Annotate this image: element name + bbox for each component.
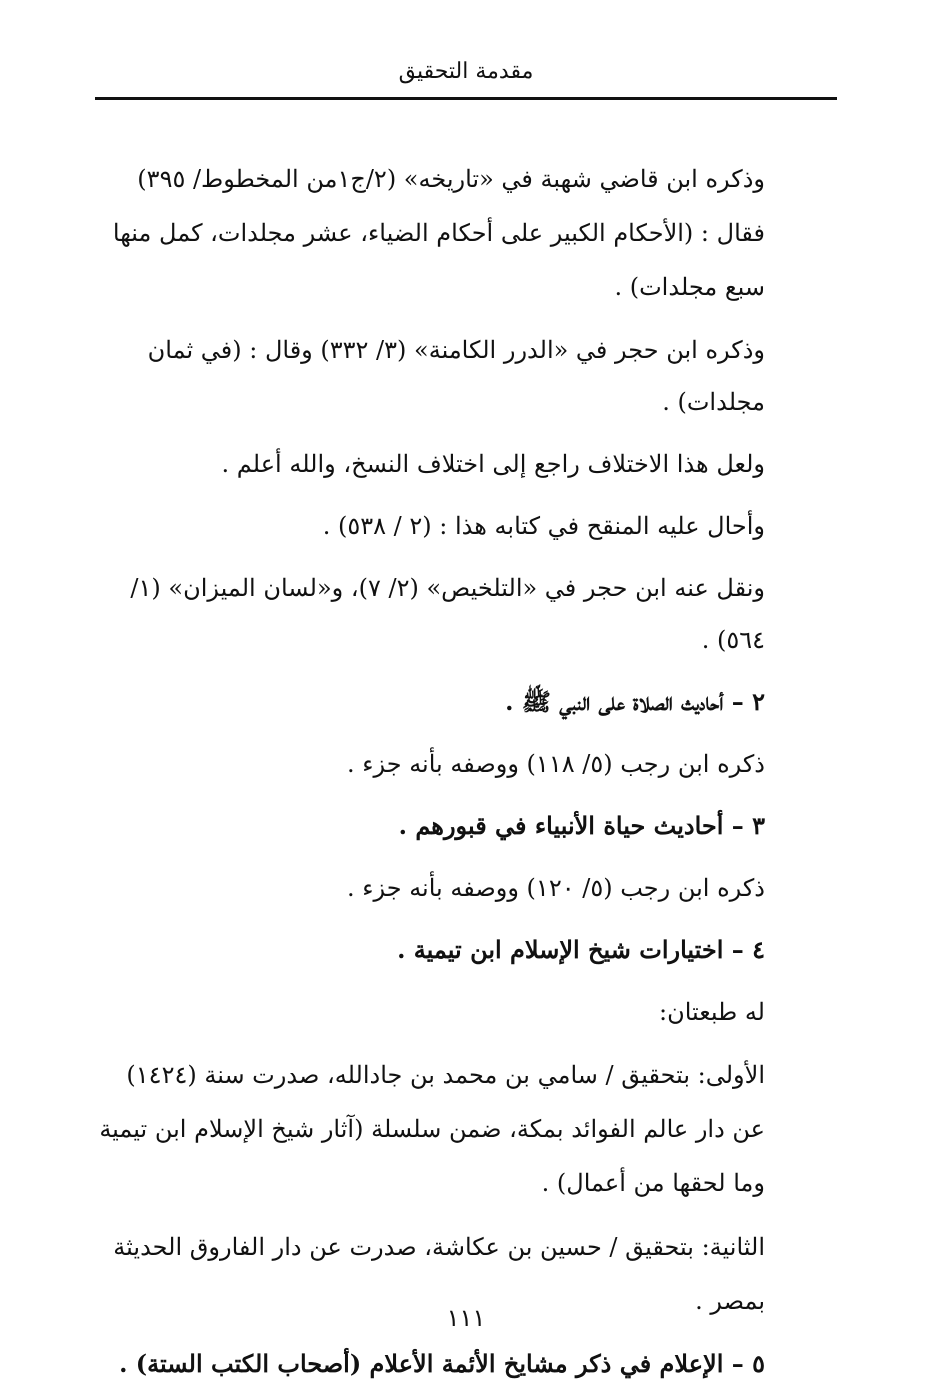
paragraph: ولعل هذا الاختلاف راجع إلى اختلاف النسخ، والله أعلم . (221, 450, 765, 478)
page-body (95, 152, 837, 1390)
header-rule (95, 97, 837, 100)
paragraph: وأحال عليه المنقح في كتابه هذا : (٢ / ٥٣٨) . (322, 512, 765, 540)
paragraph: له طبعتان: (659, 998, 765, 1026)
paragraph: الثانية: بتحقيق / حسين بن عكاشة، صدرت عن دار الفاروق الحديثة بمصر . (113, 1233, 765, 1315)
paragraph: الأولى: بتحقيق / سامي بن محمد بن جادالله، صدرت سنة (١٤٢٤) عن دار عالم الفوائد بمكة، ضمن سلسلة (آثار شيخ الإسلام ابن تيمية وما لحقها من أعمال) . (99, 1061, 765, 1197)
paragraph: ونقل عنه ابن حجر في «التلخيص» (٢/ ٧)، و«لسان الميزان» (١/ ٥٦٤) . (130, 574, 765, 654)
paragraph: وذكره ابن حجر في «الدرر الكامنة» (٣/ ٣٣٢) وقال : (في ثمان مجلدات) . (147, 336, 765, 416)
section-heading: ٤ – اختيارات شيخ الإسلام ابن تيمية . (397, 935, 765, 964)
page-number: ١١١ (446, 1304, 486, 1332)
paragraph: ذكره ابن رجب (٥/ ١١٨) ووصفه بأنه جزء . (346, 750, 765, 778)
section-heading: ٥ – الإعلام في ذكر مشايخ الأئمة الأعلام (أصحاب الكتب الستة) . (119, 1349, 765, 1378)
paragraph: وذكره ابن قاضي شهبة في «تاريخه» (٢/ج١من المخطوط/ ٣٩٥) فقال : (الأحكام الكبير على أحكام الضياء، عشر مجلدات، كمل منها سبع مجلدات) . (112, 165, 765, 301)
paragraph: ذكره ابن رجب (٥/ ١٢٠) ووصفه بأنه جزء . (346, 874, 765, 902)
section-heading: ٣ – أحاديث حياة الأنبياء في قبورهم . (398, 811, 765, 840)
running-header: مقدمة التحقيق (398, 59, 534, 84)
section-heading: ٢ – أحاديث الصلاة على النبي ﷺ . (505, 687, 765, 716)
